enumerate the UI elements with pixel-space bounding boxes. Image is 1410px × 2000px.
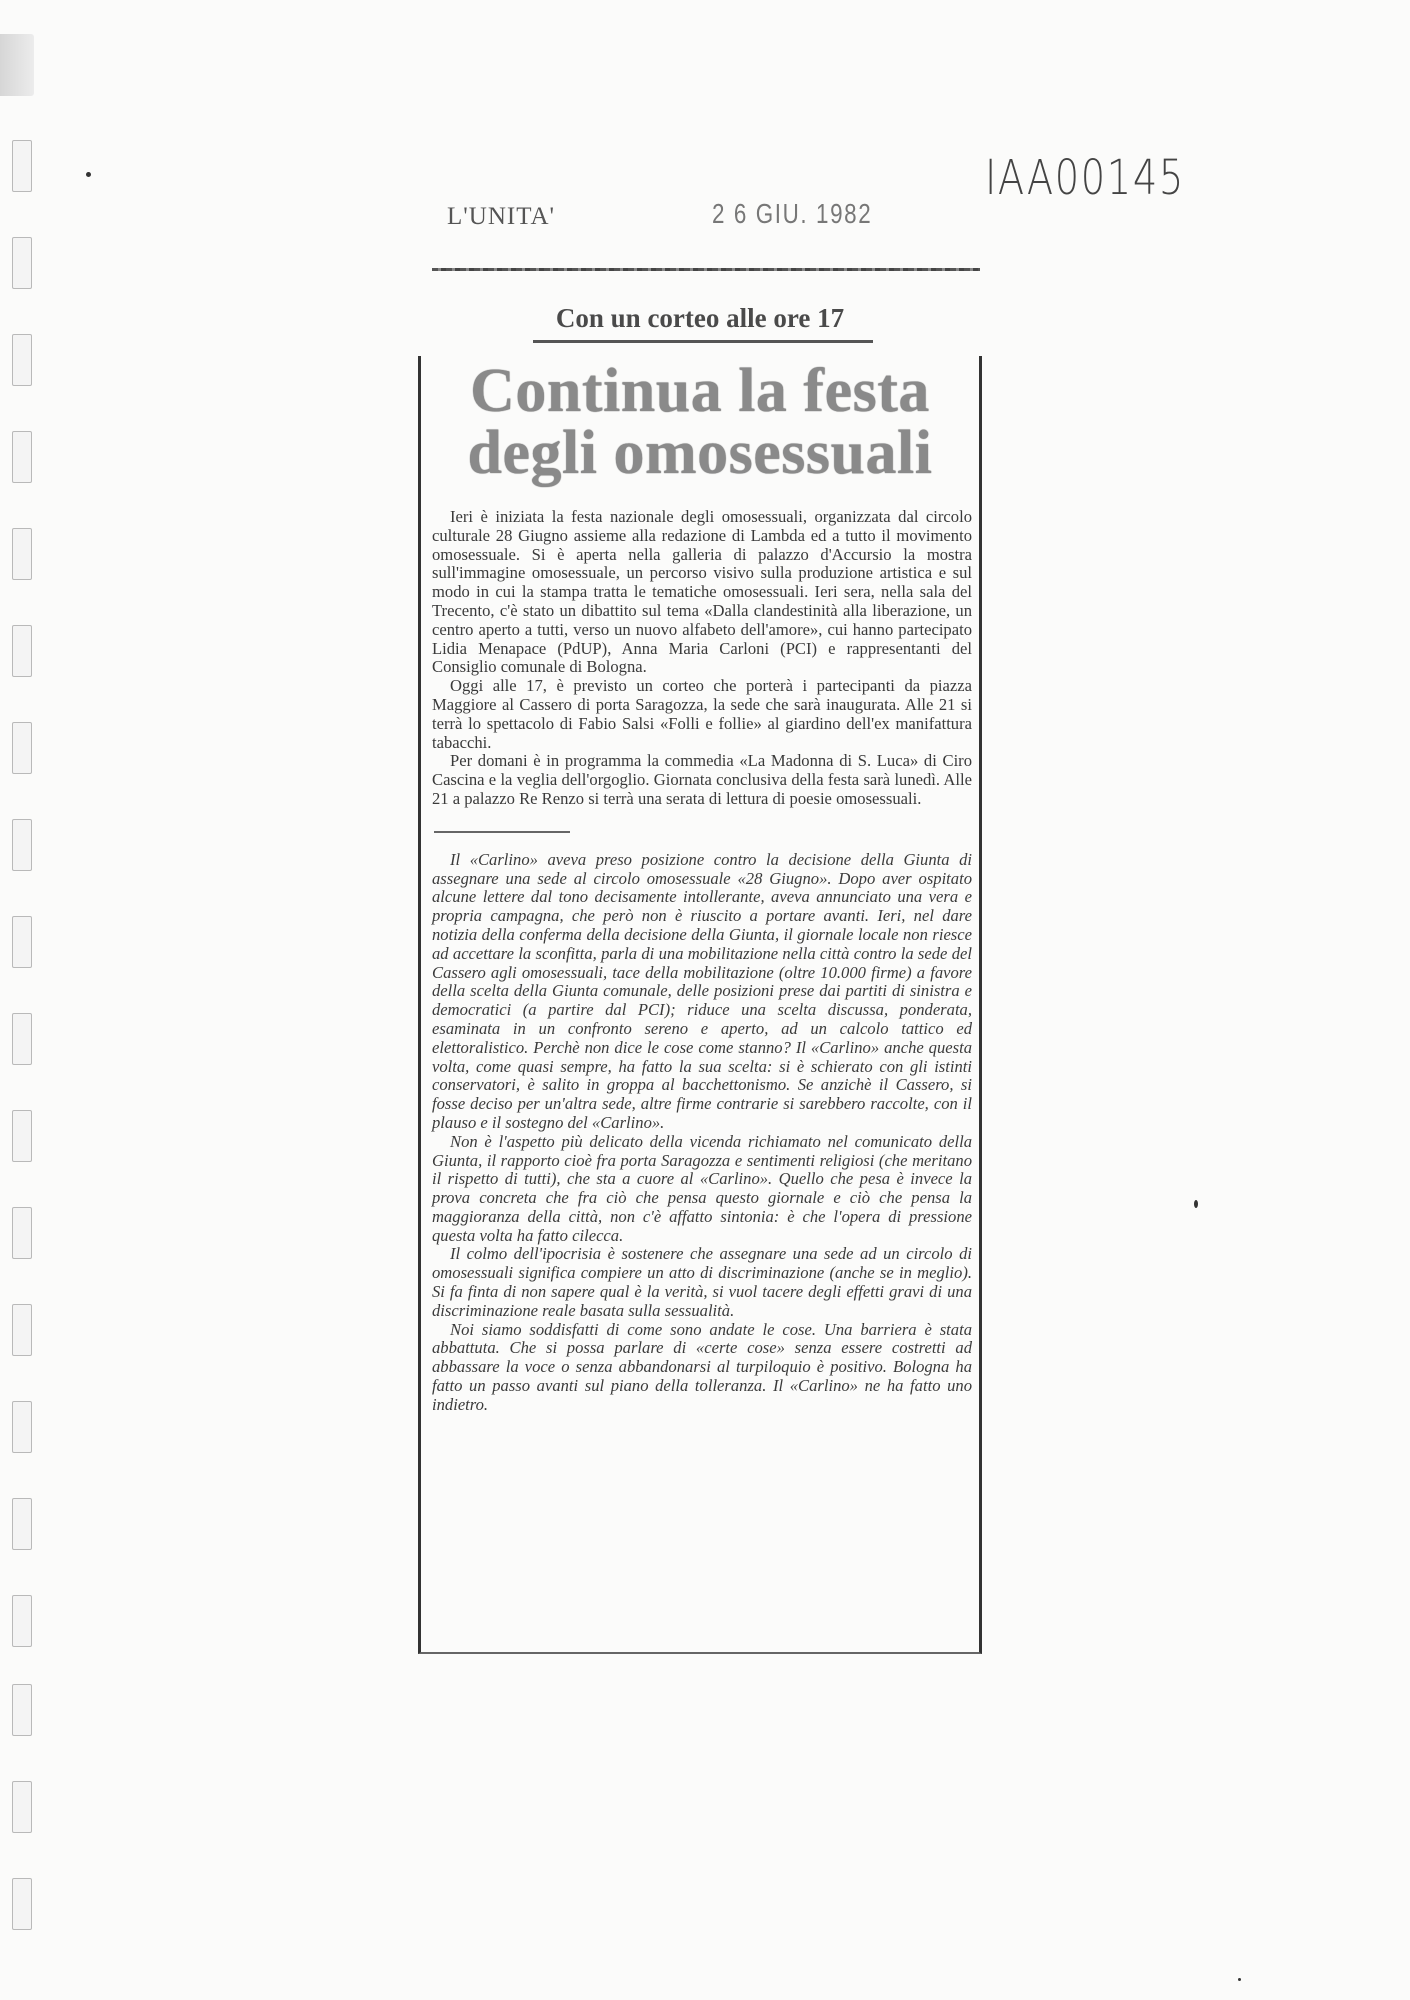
- binder-hole: [12, 1207, 32, 1259]
- article-body: [432, 508, 972, 1415]
- binder-hole: [12, 1684, 32, 1736]
- binder-hole: [12, 722, 32, 774]
- top-rule: [432, 268, 980, 271]
- binder-hole: [12, 1013, 32, 1065]
- binder-hole: [12, 1498, 32, 1550]
- binder-hole: [12, 528, 32, 580]
- kicker-rule: [533, 340, 873, 343]
- editorial-paragraph: Il «Carlino» aveva preso posizione contro la decisione della Giunta di assegnare una sede al circolo omosessuale «28 Giugno». Dopo aver ospitato alcune lettere dal tono decisamente intollerante, aveva annunciato una vera e propria campagna, che però non è riuscito a portare avanti. Ieri, nel dare notizia della conferma della decisione della Giunta, il giornale locale non riesce ad accettare la sconfitta, parla di una mobilitazione nella città contro la sede del Cassero agli omosessuali, tace della mobilitazione (oltre 10.000 firme) a favore della scelta della Giunta comunale, delle posizioni prese dai partiti di sinistra e democratici (a partire dal PCI); riduce una scelta discussa, ponderata, esaminata in un confronto sereno e aperto, ad un calcolo tattico ed elettoralistico. Perchè non dice le cose come stanno? Il «Carlino» anche questa volta, come quasi sempre, ha fatto la sua scelta: si è schierato con gli istinti conservatori, è salito in groppa al bacchettonismo. Se anzichè il Cassero, si fosse deciso per un'altra sede, altre firme contrarie si sarebbero raccolte, con il plauso e il sostegno del «Carlino».: [432, 849, 972, 1132]
- binder-hole: [12, 431, 32, 483]
- binder-hole: [12, 916, 32, 968]
- binder-hole: [12, 140, 32, 192]
- kicker: Con un corteo alle ore 17: [555, 303, 845, 333]
- news-paragraph: Ieri è iniziata la festa nazionale degli omosessuali, organizzata dal circolo culturale 28 Giugno assieme alla redazione di Lambda ed a tutto il movimento omosessuale. Si è aperta nella galleria di palazzo d'Accursio la mostra sull'immagine omosessuale, un percorso visivo sulla produzione artistica e sul modo in cui la stampa tratta le tematiche omosessuali. Ieri sera, nella sala del Trecento, c'è stato un dibattito sul tema «Dalla clandestinità alla liberazione, un centro aperto a tutti, verso un nuovo alfabeto dell'amore», cui hanno partecipato Lidia Menapace (PdUP), Anna Maria Carloni (PCI) e rappresentanti del Consiglio comunale di Bologna.: [432, 507, 972, 677]
- date-stamp: 2 6 GIU. 1982: [712, 198, 873, 229]
- editorial-paragraph: Noi siamo soddisfatti di come sono andate le cose. Una barriera è stata abbattuta. Che si possa parlare di «certe cose» senza essere costretti ad abbassare la voce o senza abbandonarsi al turpiloquio è positivo. Bologna ha fatto un passo avanti sul piano della tolleranza. Il «Carlino» ne ha fatto uno indietro.: [432, 1319, 972, 1414]
- paper-speck: [1194, 1200, 1198, 1208]
- headline: [420, 357, 980, 487]
- binder-hole: [12, 625, 32, 677]
- binder-hole: [12, 1401, 32, 1453]
- headline-line-1: Continua la festa: [470, 357, 930, 425]
- binder-hole: [12, 334, 32, 386]
- editorial-paragraph: Non è l'aspetto più delicato della vicenda richiamato nel comunicato della Giunta, il rapporto cioè fra porta Saragozza e sentimenti religiosi (che meritano il rispetto di tutti), che sta a cuore al «Carlino». Quello che pesa è invece la prova concreta che fra ciò che pensa questo giornale e ciò che pensa la maggioranza della città, non c'è affatto sintonia: è che l'opera di pressione questa volta ha fatto cilecca.: [432, 1131, 972, 1245]
- newspaper-name: L'UNITA': [447, 203, 556, 230]
- binder-hole: [12, 1878, 32, 1930]
- headline-line-2: degli omosessuali: [467, 419, 933, 487]
- binder-hole: [12, 237, 32, 289]
- archive-code: IAA00145: [985, 150, 1185, 206]
- section-separator: [434, 831, 570, 833]
- news-paragraph: Oggi alle 17, è previsto un corteo che porterà i partecipanti da piazza Maggiore al Cassero di porta Saragozza, la sede che sarà inaugurata. Alle 21 si terrà lo spettacolo di Fabio Salsi «Folli e follie» al giardino dell'ex manifattura tabacchi.: [432, 676, 972, 752]
- paper-speck: [86, 172, 91, 177]
- binder-hole: [12, 819, 32, 871]
- binder-hole: [12, 1781, 32, 1833]
- news-paragraph: Per domani è in programma la commedia «La Madonna di S. Luca» di Ciro Cascina e la veglia dell'orgoglio. Giornata conclusiva della festa sarà lunedì. Alle 21 a palazzo Re Renzo si terrà una serata di lettura di poesie omosessuali.: [432, 751, 972, 808]
- binder-hole: [12, 1110, 32, 1162]
- binder-tab: [0, 34, 34, 96]
- editorial-paragraph: Il colmo dell'ipocrisia è sostenere che assegnare una sede ad un circolo di omosessuali significa compiere un atto di discriminazione (anche se in meglio). Si fa finta di non sapere qual è la verità, si vuol tacere degli effetti gravi di una discriminazione reale basata sulla sessualità.: [432, 1244, 972, 1320]
- binder-hole: [12, 1304, 32, 1356]
- paper-speck: [1238, 1978, 1241, 1981]
- binder-hole: [12, 1595, 32, 1647]
- editorial-comment: [432, 851, 972, 1415]
